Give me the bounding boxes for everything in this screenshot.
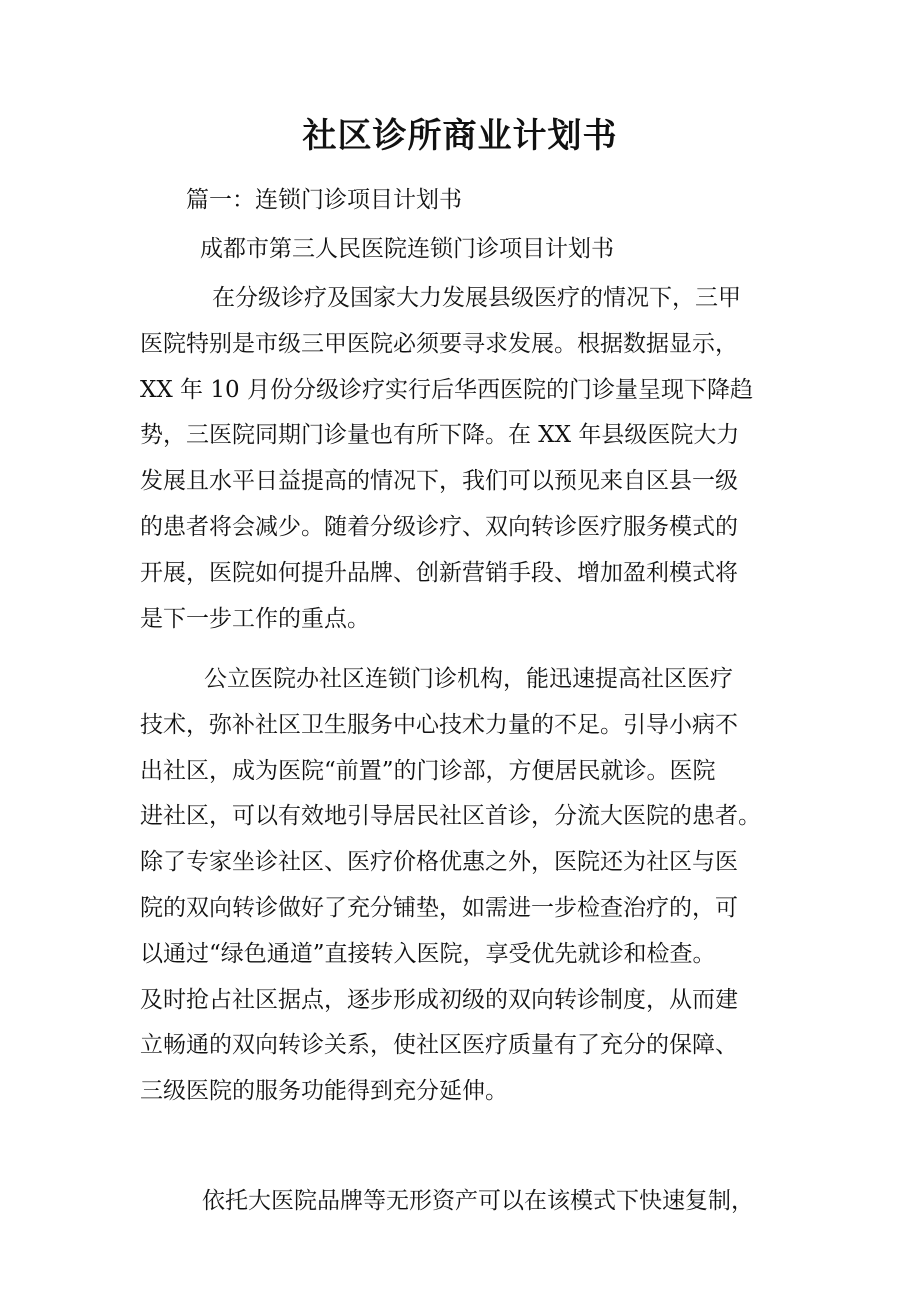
paragraph-line: 以通过“绿色通道”直接转入医院，享受优先就诊和检查。 [140, 940, 716, 967]
paragraph-line: 势，三医院同期门诊量也有所下降。在 XX 年县级医院大力 [140, 422, 740, 449]
paragraph-line: 依托大医院品牌等无形资产可以在该模式下快速复制， [202, 1188, 754, 1214]
paragraph-line: 技术，弥补社区卫生服务中心技术力量的不足。引导小病不 [140, 711, 738, 738]
paragraph-line: 医院特别是市级三甲医院必须要寻求发展。根据数据显示， [140, 330, 738, 357]
plan-title: 成都市第三人民医院连锁门诊项目计划书 [200, 236, 614, 262]
paragraph-1 [140, 276, 780, 642]
paragraph-line: 在分级诊疗及国家大力发展县级医疗的情况下，三甲 [212, 285, 741, 311]
paragraph-line: 发展且水平日益提高的情况下，我们可以预见来自区县一级 [140, 468, 738, 495]
paragraph-line: 三级医院的服务功能得到充分延伸。 [140, 1078, 508, 1105]
section-heading: 篇一：连锁门诊项目计划书 [186, 187, 462, 213]
paragraph-line: 院的双向转诊做好了充分铺垫，如需进一步检查治疗的，可 [140, 894, 738, 921]
paragraph-2 [140, 657, 780, 1115]
paragraph-line: 立畅通的双向转诊关系，使社区医疗质量有了充分的保障、 [140, 1032, 738, 1059]
paragraph-3 [140, 1179, 780, 1225]
paragraph-line: 除了专家坐诊社区、医疗价格优惠之外，医院还为社区与医 [140, 849, 738, 876]
document-title: 社区诊所商业计划书 [302, 116, 618, 156]
paragraph-line: 及时抢占社区据点，逐步形成初级的双向转诊制度，从而建 [140, 986, 738, 1013]
paragraph-line: 公立医院办社区连锁门诊机构，能迅速提高社区医疗 [204, 666, 733, 692]
paragraph-line: 的患者将会减少。随着分级诊疗、双向转诊医疗服务模式的 [140, 513, 738, 540]
paragraph-line: 是下一步工作的重点。 [140, 605, 370, 632]
paragraph-line: 进社区，可以有效地引导居民社区首诊，分流大医院的患者。 [140, 803, 761, 830]
paragraph-line: 开展，医院如何提升品牌、创新营销手段、增加盈利模式将 [140, 559, 738, 586]
paragraph-line: 出社区，成为医院“前置”的门诊部，方便居民就诊。医院 [140, 757, 716, 784]
paragraph-line: XX 年 10 月份分级诊疗实行后华西医院的门诊量呈现下降趋 [140, 376, 753, 403]
